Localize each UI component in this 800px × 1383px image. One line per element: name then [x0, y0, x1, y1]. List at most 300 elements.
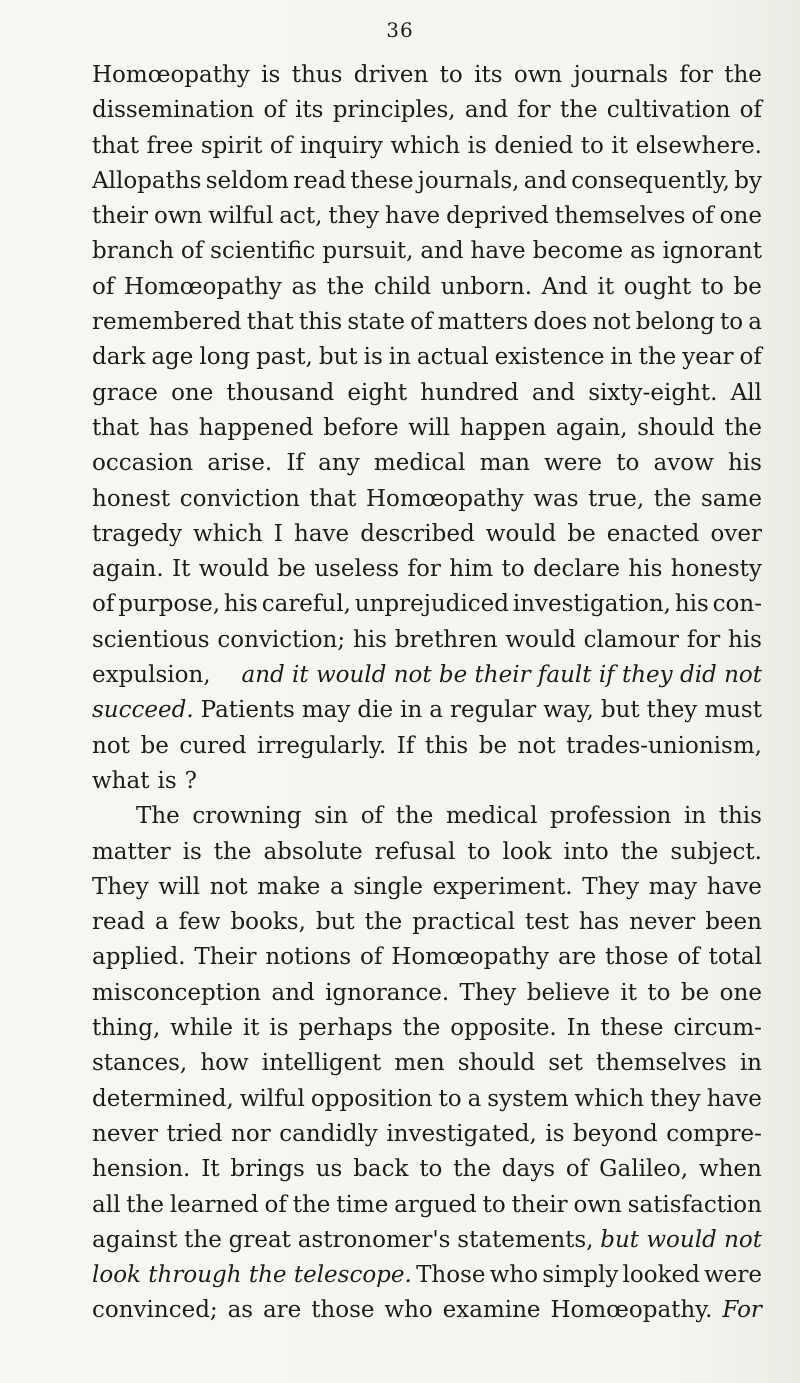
word: the: [213, 838, 252, 865]
word: it: [242, 1015, 260, 1042]
word: satisfaction: [627, 1191, 762, 1218]
word: as: [291, 273, 317, 300]
word: pursuit,: [322, 238, 414, 265]
word: consequently,: [571, 167, 730, 194]
word: has: [578, 909, 620, 936]
word: I: [273, 520, 283, 547]
word: practical: [412, 909, 516, 936]
word: spirit: [200, 132, 263, 159]
word: remembered: [92, 309, 242, 336]
word: thing,: [92, 1015, 161, 1042]
word: the: [364, 909, 403, 936]
word: would: [485, 520, 557, 547]
word: happened: [198, 414, 314, 441]
word: will: [158, 873, 201, 900]
word: is: [545, 1120, 565, 1147]
word: con-: [712, 591, 762, 618]
word: and it would not be their fault if they did not: [241, 662, 762, 689]
word: that: [92, 414, 140, 441]
word: in: [739, 1050, 762, 1077]
word: which: [193, 520, 263, 547]
word: should: [457, 1050, 536, 1077]
word: convinced;: [92, 1297, 218, 1324]
word: Homœopathy: [92, 62, 250, 88]
word: same: [701, 485, 762, 512]
word: sin: [314, 803, 349, 830]
word: be: [733, 273, 762, 300]
body-text: [92, 62, 762, 1333]
word: candidly: [279, 1120, 378, 1147]
word: his: [728, 626, 762, 653]
text-line: [92, 238, 762, 273]
word: arise.: [207, 450, 273, 477]
word: opposite.: [450, 1015, 557, 1042]
word: of: [410, 309, 433, 336]
word: these: [350, 167, 414, 194]
word: perhaps: [298, 1015, 393, 1042]
word: the: [184, 1226, 222, 1253]
word: in: [388, 344, 411, 371]
text-line: [92, 980, 762, 1015]
word: journals: [573, 62, 669, 88]
word: own: [513, 62, 563, 88]
word: believe: [526, 979, 610, 1006]
word: wilful: [208, 203, 274, 230]
word: who: [384, 1297, 433, 1324]
word: the: [724, 62, 762, 88]
word: It: [172, 556, 191, 583]
word: themselves: [554, 203, 686, 230]
text-line: [92, 133, 762, 168]
word: be: [140, 732, 169, 759]
word: irregularly.: [257, 732, 387, 759]
word: are: [557, 944, 597, 971]
word: wilful: [239, 1085, 305, 1112]
word: to: [482, 1191, 506, 1218]
word: before: [323, 414, 399, 441]
word: should: [637, 414, 715, 441]
word: child: [373, 273, 432, 300]
word: of: [677, 944, 700, 971]
word: but: [318, 344, 358, 371]
word: when: [698, 1156, 762, 1183]
text-line: [92, 1050, 762, 1085]
word: is: [363, 344, 383, 371]
word: their: [511, 1191, 568, 1218]
word: test: [525, 909, 569, 936]
word: few: [178, 909, 221, 936]
word: make: [257, 873, 321, 900]
word: own: [153, 203, 203, 230]
word: to: [419, 1156, 443, 1183]
text-line: [92, 697, 762, 732]
word: stances,: [92, 1050, 188, 1077]
word: this: [298, 309, 343, 336]
word: brings: [230, 1156, 305, 1183]
text-line: [92, 733, 762, 768]
word: misconception: [92, 979, 261, 1006]
word: Homœopathy: [365, 485, 524, 512]
text-line: [92, 380, 762, 415]
word: for: [686, 626, 721, 653]
word: but: [315, 909, 355, 936]
word: elsewhere.: [635, 132, 762, 159]
word: honesty: [670, 556, 762, 583]
word: way,: [543, 697, 594, 724]
word: circum-: [673, 1015, 762, 1042]
word: its: [474, 62, 503, 88]
word: were: [704, 1262, 762, 1289]
word: for: [407, 556, 441, 583]
word: his: [223, 591, 258, 618]
word: a: [429, 697, 443, 724]
word: purpose,: [118, 591, 221, 618]
word: any: [318, 450, 360, 477]
word: look: [502, 838, 552, 865]
word: tried: [166, 1120, 223, 1147]
word: true,: [588, 485, 645, 512]
word: They: [459, 979, 517, 1006]
text-line: [92, 1297, 762, 1332]
word: is: [261, 62, 281, 88]
word: honest: [92, 485, 171, 512]
word: year: [682, 344, 734, 371]
word: for: [517, 97, 551, 124]
text-line: [92, 591, 762, 626]
word: notions: [265, 944, 352, 971]
word: total: [708, 944, 762, 971]
text-line: [92, 1086, 762, 1121]
word: eight: [347, 379, 408, 406]
word: enacted: [606, 520, 700, 547]
page-number: 36: [386, 18, 414, 42]
word: for: [679, 62, 713, 88]
word: against: [92, 1226, 178, 1253]
word: opposition: [310, 1085, 433, 1112]
word: They: [92, 873, 149, 900]
text-line: [92, 1015, 762, 1050]
word: statements,: [457, 1226, 594, 1253]
word: a: [155, 909, 169, 936]
word: that: [309, 485, 357, 512]
word: of: [739, 344, 762, 371]
word: become: [532, 238, 624, 265]
word: as: [630, 238, 656, 265]
word: is: [182, 838, 202, 865]
text-line: [92, 1262, 762, 1297]
word: The: [136, 803, 180, 830]
text-line: [92, 168, 762, 203]
word: been: [705, 909, 762, 936]
word: to: [580, 132, 604, 159]
word: they: [646, 697, 698, 724]
word: Those: [416, 1262, 486, 1289]
word: set: [548, 1050, 583, 1077]
word: its: [295, 97, 324, 124]
word: the: [326, 273, 365, 300]
word: by: [734, 167, 762, 194]
word: Galileo,: [599, 1156, 689, 1183]
text-line: [92, 662, 762, 697]
word: to: [647, 979, 671, 1006]
word: again.: [92, 556, 164, 583]
word: a: [748, 309, 762, 336]
word: ?: [184, 767, 197, 794]
word: If: [396, 732, 415, 759]
word: all: [92, 1191, 121, 1218]
word: as: [227, 1297, 254, 1324]
word: to: [719, 309, 744, 336]
text-line: [92, 768, 762, 803]
word: of: [269, 132, 293, 159]
word: are: [262, 1297, 302, 1324]
word: again,: [555, 414, 628, 441]
word: occasion: [92, 450, 194, 477]
word: ought: [623, 273, 692, 300]
word: age: [151, 344, 194, 371]
text-line: [92, 521, 762, 556]
word: and: [464, 97, 509, 124]
word: of: [360, 803, 384, 830]
word: refusal: [374, 838, 456, 865]
word: profession: [550, 803, 672, 830]
word: the: [292, 1191, 331, 1218]
word: be: [478, 732, 508, 759]
word: existence: [494, 344, 605, 371]
word: have: [294, 520, 350, 547]
word: men: [394, 1050, 445, 1077]
word: hundred: [420, 379, 519, 406]
word: They: [582, 873, 639, 900]
word: matter: [92, 838, 171, 865]
word: nor: [231, 1120, 271, 1147]
word: would: [198, 556, 270, 583]
word: cured: [179, 732, 247, 759]
word: they: [650, 1085, 701, 1112]
word: act,: [279, 203, 323, 230]
word: were: [544, 450, 603, 477]
word: denied: [494, 132, 574, 159]
word: this: [718, 803, 762, 830]
word: may: [301, 697, 351, 724]
word: single: [353, 873, 423, 900]
word: it: [597, 273, 615, 300]
word: the: [402, 1015, 441, 1042]
word: has: [148, 414, 190, 441]
word: grace: [92, 379, 158, 406]
word: is: [467, 132, 487, 159]
word: time: [336, 1191, 389, 1218]
word: of: [92, 273, 115, 300]
word: If: [286, 450, 304, 477]
word: medical: [373, 450, 466, 477]
word: have: [470, 238, 526, 265]
word: look through the telescope.: [92, 1262, 412, 1289]
word: one: [171, 379, 214, 406]
word: us: [315, 1156, 343, 1183]
word: experiment.: [432, 873, 573, 900]
word: in: [400, 697, 423, 724]
word: of: [565, 1156, 589, 1183]
word: dark: [92, 344, 146, 371]
word: the: [653, 485, 692, 512]
word: careful,: [261, 591, 351, 618]
word: the: [724, 414, 762, 441]
word: Homœopathy: [124, 273, 282, 300]
word: what: [92, 767, 150, 794]
word: never: [629, 909, 696, 936]
word: Homœopathy.: [550, 1297, 713, 1324]
word: their: [92, 203, 149, 230]
text-line: [92, 1192, 762, 1227]
word: of: [739, 97, 762, 124]
word: And: [541, 273, 588, 300]
word: succeed.: [92, 697, 194, 724]
word: does: [533, 309, 588, 336]
word: past,: [256, 344, 313, 371]
word: be: [277, 556, 306, 583]
word: to: [501, 556, 525, 583]
word: Allopaths: [92, 167, 202, 194]
word: belong: [635, 309, 715, 336]
word: sixty-eight.: [588, 379, 718, 406]
word: back: [353, 1156, 409, 1183]
word: dissemination: [92, 97, 255, 124]
word: crowning: [192, 803, 302, 830]
word: scientious: [92, 626, 210, 653]
word: into: [563, 838, 609, 865]
text-line: [92, 803, 762, 838]
word: All: [730, 379, 762, 406]
word: and: [271, 979, 315, 1006]
word: and: [523, 167, 567, 194]
word: which: [390, 132, 461, 159]
word: be: [567, 520, 596, 547]
word: is: [269, 1015, 289, 1042]
word: the: [620, 838, 659, 865]
word: matters: [437, 309, 529, 336]
word: must: [704, 697, 762, 724]
word: thousand: [226, 379, 335, 406]
word: in: [683, 803, 707, 830]
word: hension.: [92, 1156, 191, 1183]
word: how: [200, 1050, 249, 1077]
word: applied.: [92, 944, 186, 971]
text-line: [92, 944, 762, 979]
word: to: [438, 1085, 462, 1112]
word: but would not: [600, 1226, 762, 1253]
word: It: [201, 1156, 220, 1183]
word: ignorant: [662, 238, 762, 265]
word: ignorance.: [325, 979, 450, 1006]
text-line: [92, 274, 762, 309]
word: books,: [230, 909, 306, 936]
word: who: [489, 1262, 539, 1289]
word: a: [329, 873, 344, 900]
text-line: [92, 344, 762, 379]
word: seldom: [205, 167, 289, 194]
word: to: [700, 273, 724, 300]
word: determined,: [92, 1085, 234, 1112]
word: have: [706, 1085, 762, 1112]
word: examine: [442, 1297, 541, 1324]
text-line: [92, 1156, 762, 1191]
word: intelligent: [261, 1050, 382, 1077]
word: and: [420, 238, 464, 265]
word: the: [453, 1156, 491, 1183]
word: these: [600, 1015, 664, 1042]
word: journals,: [417, 167, 520, 194]
word: investigation,: [512, 591, 671, 618]
word: of: [180, 238, 204, 265]
word: absolute: [263, 838, 363, 865]
word: and: [531, 379, 576, 406]
word: one: [719, 203, 762, 230]
word: not: [592, 309, 631, 336]
word: his: [352, 626, 387, 653]
word: the: [559, 97, 598, 124]
word: happen: [459, 414, 547, 441]
word: a: [467, 1085, 482, 1112]
word: For: [722, 1297, 762, 1324]
word: unprejudiced: [354, 591, 509, 618]
word: of: [263, 97, 286, 124]
word: of: [264, 1191, 287, 1218]
word: read: [293, 167, 347, 194]
text-line: [92, 839, 762, 874]
word: may: [648, 873, 698, 900]
word: brethren: [394, 626, 498, 653]
text-line: [92, 627, 762, 662]
word: avow: [653, 450, 714, 477]
word: not: [92, 732, 130, 759]
word: great: [228, 1226, 291, 1253]
word: have: [385, 203, 441, 230]
word: actual: [416, 344, 489, 371]
word: this: [424, 732, 469, 759]
word: free: [146, 132, 194, 159]
word: medical: [445, 803, 538, 830]
word: to: [616, 450, 640, 477]
word: read: [92, 909, 146, 936]
word: that: [246, 309, 294, 336]
word: is: [157, 767, 177, 794]
text-line: [92, 874, 762, 909]
word: branch: [92, 238, 174, 265]
word: to: [439, 62, 463, 88]
word: cultivation: [606, 97, 731, 124]
word: while: [170, 1015, 233, 1042]
word: Patients: [200, 697, 295, 724]
word: conviction;: [217, 626, 346, 653]
word: system: [487, 1085, 569, 1112]
word: but: [600, 697, 640, 724]
word: thus: [291, 62, 343, 88]
word: In: [566, 1015, 591, 1042]
word: Their: [194, 944, 257, 971]
word: investigated,: [386, 1120, 537, 1147]
word: described: [360, 520, 475, 547]
word: regular: [449, 697, 537, 724]
word: man: [479, 450, 530, 477]
word: scientific: [210, 238, 316, 265]
word: of: [360, 944, 383, 971]
word: have: [706, 873, 762, 900]
word: Homœopathy: [391, 944, 550, 971]
word: themselves: [596, 1050, 727, 1077]
word: trades-unionism,: [566, 732, 762, 759]
word: one: [719, 979, 762, 1006]
